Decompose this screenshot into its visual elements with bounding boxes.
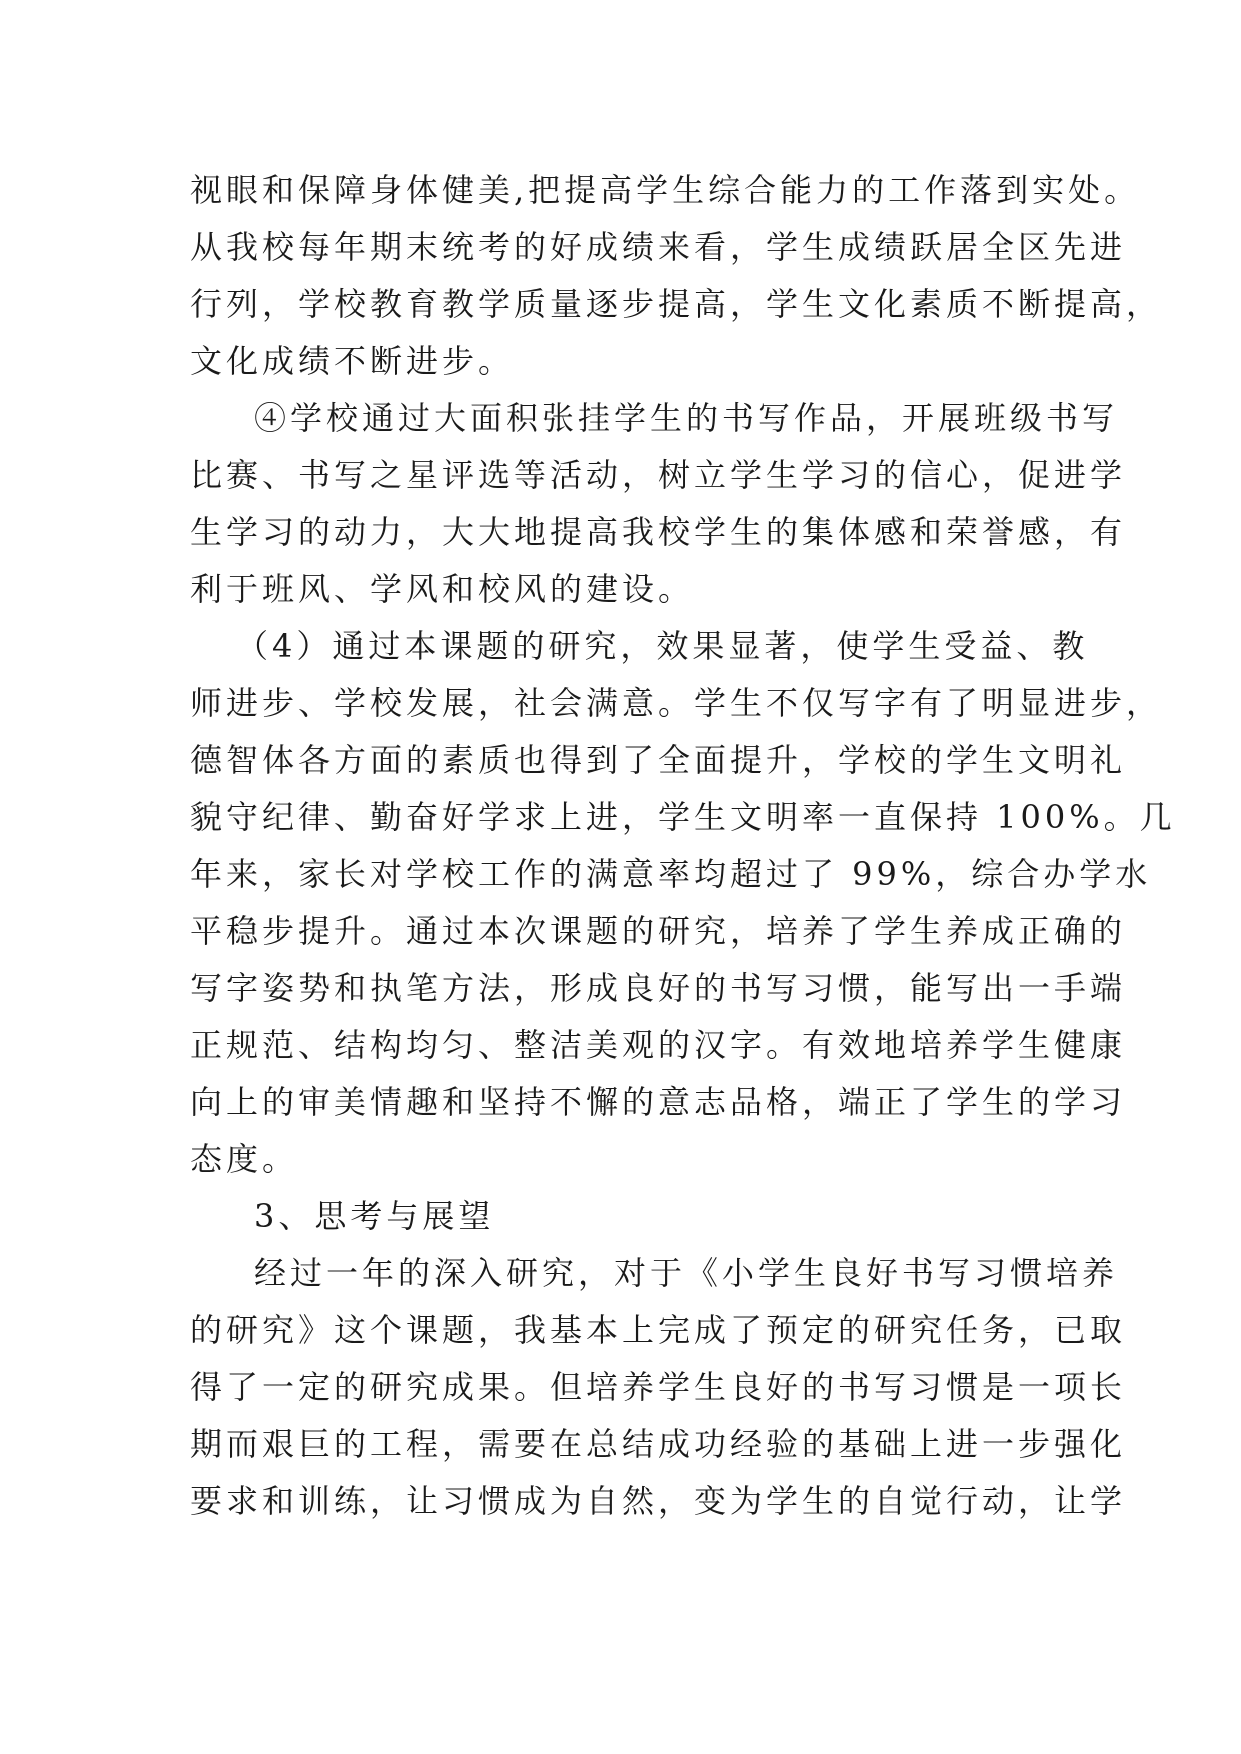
text-line: 文化成绩不断进步。 xyxy=(190,342,515,380)
text-line: 行列，学校教育教学质量逐步提高，学生文化素质不断提高， xyxy=(190,285,1163,323)
text-line: 从我校每年期末统考的好成绩来看，学生成绩跃居全区先进 xyxy=(190,228,1127,266)
text-line: 生学习的动力，大大地提高我校学生的集体感和荣誉感，有 xyxy=(190,513,1127,551)
text-line: 写字姿势和执笔方法，形成良好的书写习惯，能写出一手端 xyxy=(190,969,1127,1007)
text-line: 的研究》这个课题，我基本上完成了预定的研究任务，已取 xyxy=(190,1311,1127,1349)
text-line: 要求和训练，让习惯成为自然，变为学生的自觉行动，让学 xyxy=(190,1482,1127,1520)
text-line: 貌守纪律、勤奋好学求上进，学生文明率一直保持 100%。几 xyxy=(190,798,1176,836)
text-line: 平稳步提升。通过本次课题的研究，培养了学生养成正确的 xyxy=(190,912,1127,950)
text-line: 师进步、学校发展，社会满意。学生不仅写字有了明显进步， xyxy=(190,684,1163,722)
text-line: 经过一年的深入研究，对于《小学生良好书写习惯培养 xyxy=(254,1254,1119,1292)
text-line: 德智体各方面的素质也得到了全面提升，学校的学生文明礼 xyxy=(190,741,1127,779)
text-line: 视眼和保障身体健美,把提高学生综合能力的工作落到实处。 xyxy=(190,171,1141,209)
text-line: 期而艰巨的工程，需要在总结成功经验的基础上进一步强化 xyxy=(190,1425,1127,1463)
text-line: 得了一定的研究成果。但培养学生良好的书写习惯是一项长 xyxy=(190,1368,1127,1406)
text-line: 利于班风、学风和校风的建设。 xyxy=(190,570,695,608)
text-line: 态度。 xyxy=(190,1140,299,1178)
text-line: （4）通过本课题的研究，效果显著，使学生受益、教 xyxy=(236,627,1089,665)
text-line: ④学校通过大面积张挂学生的书写作品，开展班级书写 xyxy=(254,399,1119,437)
text-line: 比赛、书写之星评选等活动，树立学生学习的信心，促进学 xyxy=(190,456,1127,494)
text-line: 正规范、结构均匀、整洁美观的汉字。有效地培养学生健康 xyxy=(190,1026,1127,1064)
text-line: 向上的审美情趣和坚持不懈的意志品格，端正了学生的学习 xyxy=(190,1083,1127,1121)
section-heading: 3、思考与展望 xyxy=(254,1197,495,1235)
text-line: 年来，家长对学校工作的满意率均超过了 99%，综合办学水 xyxy=(190,855,1152,893)
